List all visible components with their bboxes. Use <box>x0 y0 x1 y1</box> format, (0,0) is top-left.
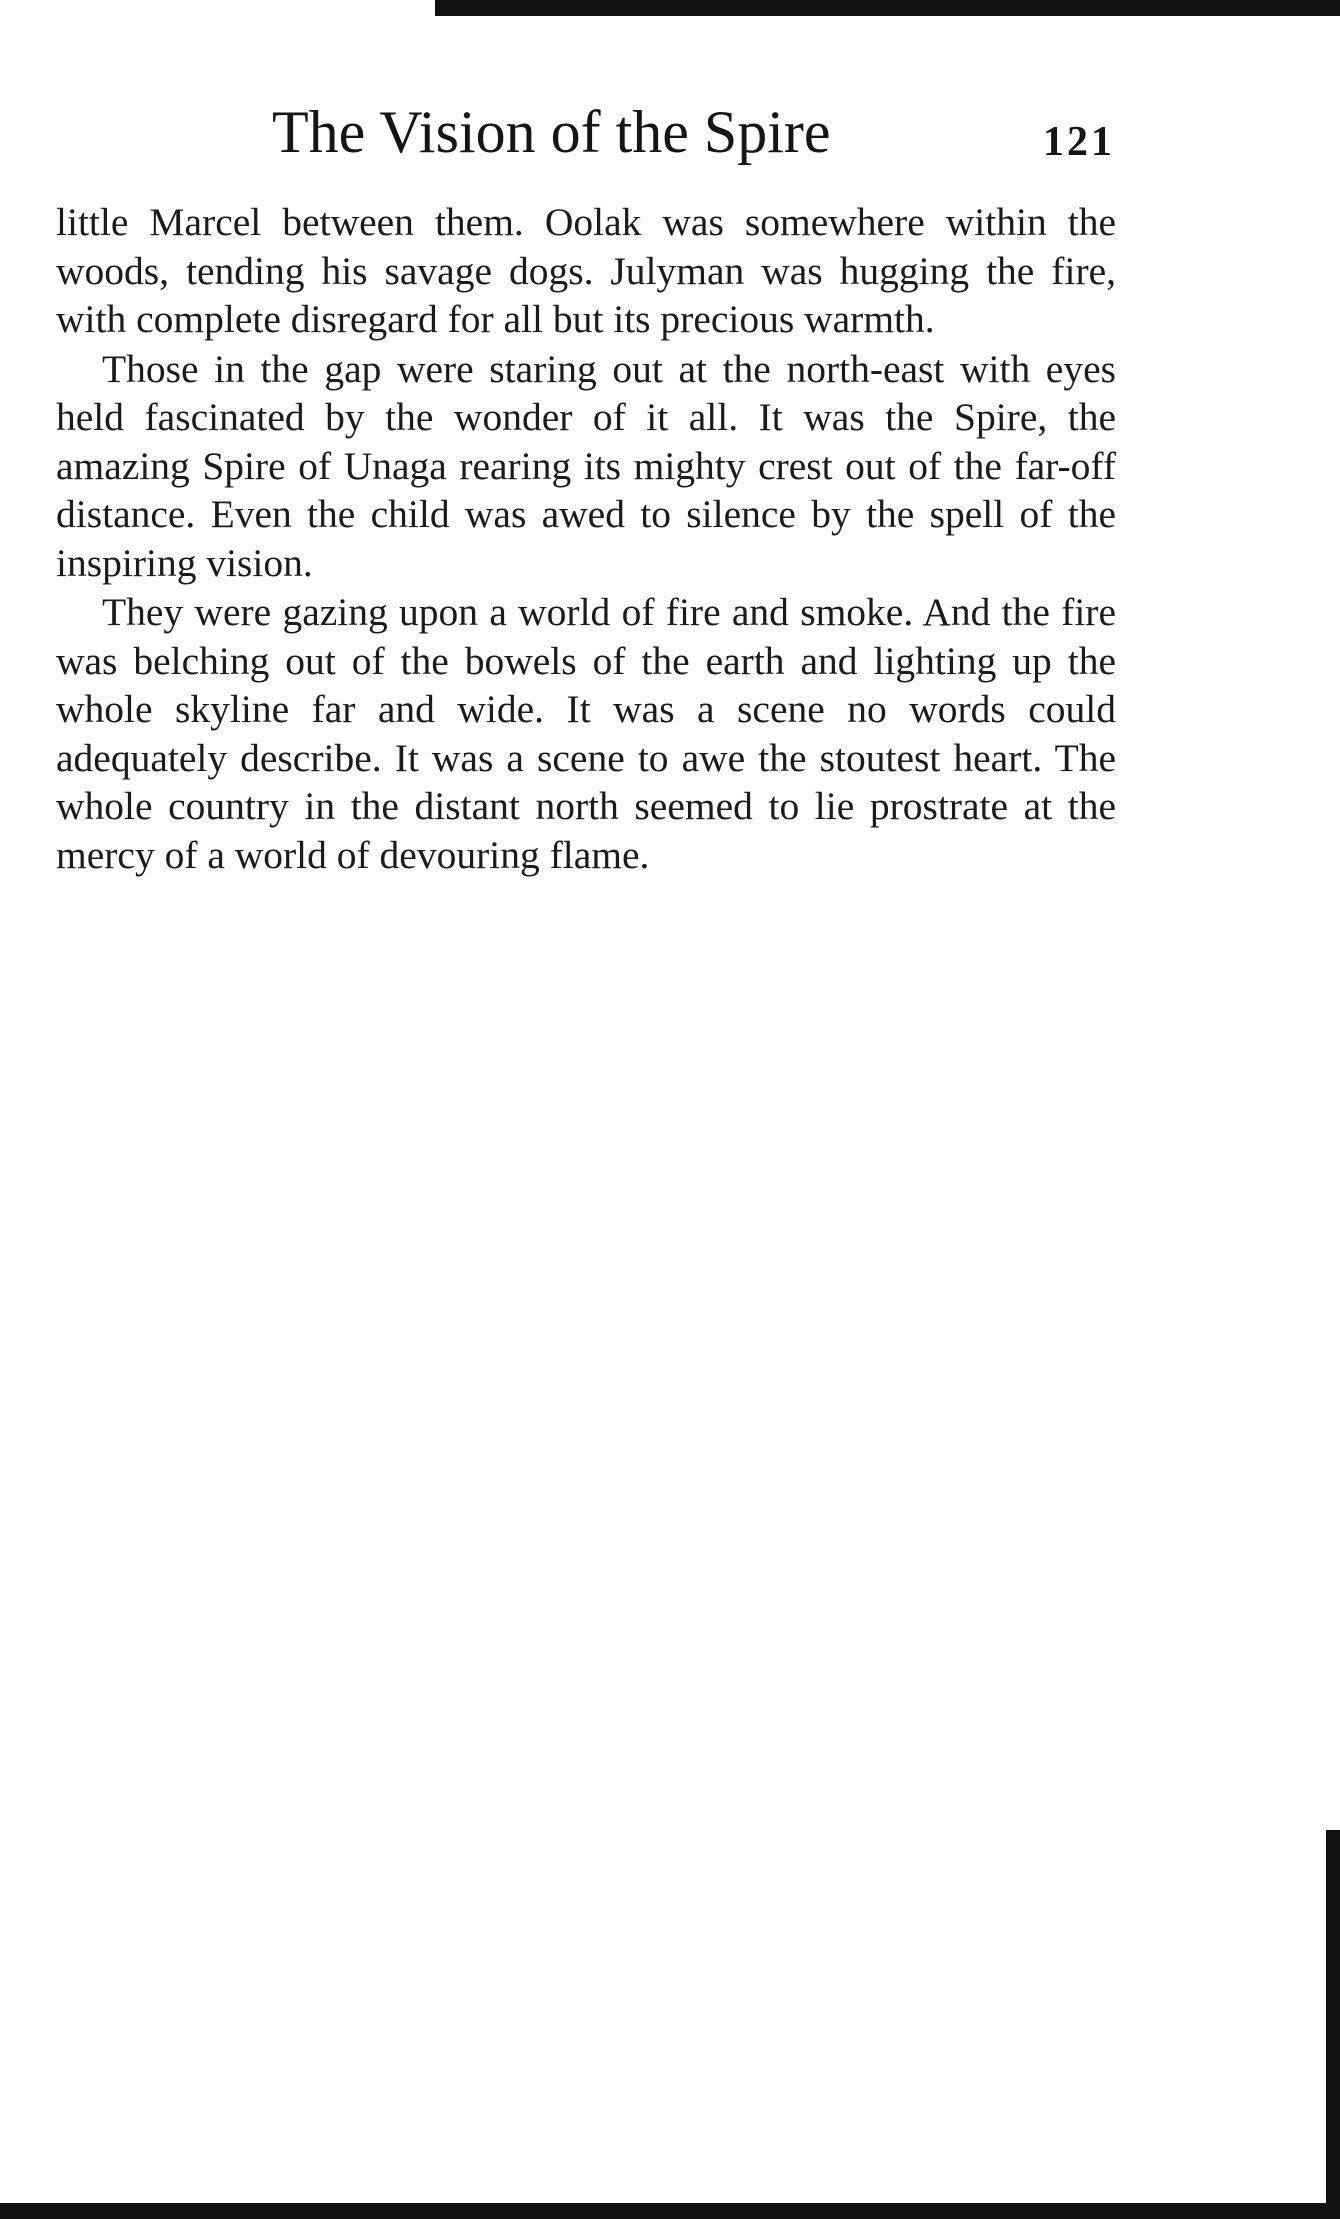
paragraph-gap: Those in the gap were staring out at the north-east with eyes held fascinated by the wonder of it all. It was the Spire, the amazing Spire of Unaga rearing its mighty crest out of the far-off distance. Even the child was awed to silence by the spell of the inspiring vision. <box>56 346 1116 585</box>
running-title: The Vision of the Spire <box>272 99 831 165</box>
page-body <box>56 198 1116 879</box>
paragraph-fire: They were gazing upon a world of fire and smoke. And the fire was belching out of the bowels of the earth and lighting up the whole skyline far and wide. It was a scene no words could adequately describe. It was a scene to awe the stoutest heart. The whole country in the distant north seemed to lie prostrate at the mercy of a world of devouring flame. <box>56 590 1116 877</box>
page-number: 121 <box>1043 119 1115 165</box>
scan-edge-top <box>435 0 1340 16</box>
scan-edge-right <box>1326 1830 1340 2219</box>
scan-edge-bottom <box>0 2203 1340 2219</box>
paragraph-continued: little Marcel between them. Oolak was somewhere within the woods, tending his savage dogs. Julyman was hugging the fire, with complete disregard for all but its precious warmth. <box>56 200 1116 341</box>
page-header <box>0 92 1340 182</box>
